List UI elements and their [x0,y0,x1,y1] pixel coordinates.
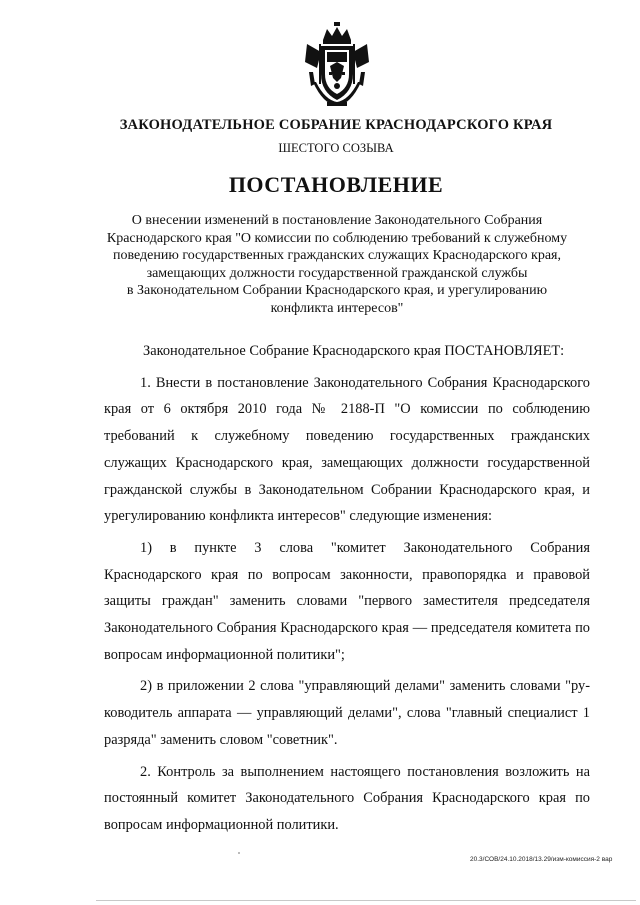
file-reference-code: 20.3/СОВ/24.10.2018/13.29/изм-комиссия-2 вар [470,856,613,863]
subject-line: в Законодательном Собрании Краснодарского края, и урегулированию [126,283,548,298]
paragraph-item-2: 2. Контроль за выполнением настоящего постановления возложить на постоянный комитет Законодательного Собрания Краснодарского края по вопросам информационной политики. [104,763,590,833]
resolution-body [104,338,590,839]
coat-of-arms-icon [303,22,371,108]
subject-line: поведению государственных гражданских служащих Краснодарского края, [112,248,561,263]
organization-title: ЗАКОНОДАТЕЛЬНОЕ СОБРАНИЕ КРАСНОДАРСКОГО КРАЯ [119,117,553,133]
subparagraph-1: 1) в пункте 3 слова "комитет Законодательного Собрания Краснодарского края по вопросам законности, правопорядка и правовой защиты граждан" заменить словами "первого заместителя председателя Законодательного Собрания Краснодарского края — председателя комитета по вопросам информационной политики"; [104,539,590,663]
page-edge-line [96,900,636,901]
subject-line: О внесении изменений в постановление Законодательного Собрания [131,213,543,228]
subject-line: замещающих должности государственной гражданской службы [146,265,528,281]
resolution-subject [100,212,574,317]
subject-line: конфликта интересов" [270,300,404,316]
document-type-heading: ПОСТАНОВЛЕНИЕ [228,172,444,197]
subparagraph-2: 2) в приложении 2 слова "управляющий делами" заменить словами "руководитель аппарата — управляющий делами", слова "главный специалист 1 разряда" заменить словом "советник". [104,678,590,748]
convocation-label: ШЕСТОГО СОЗЫВА [278,141,394,155]
subject-line: Краснодарского края "О комиссии по соблюдению требований к служебному [106,230,568,246]
preamble: Законодательное Собрание Краснодарского края ПОСТАНОВЛЯЕТ: [143,343,565,359]
scan-artifact [238,852,240,854]
paragraph-item-1: 1. Внести в постановление Законодательного Собрания Краснодарского края от 6 октября 2010 года № 2188-П "О комиссии по соблюдению требований к служебному поведению государственных гражданских служащих Краснодарского края, замещающих должности государственной гражданской службы в Законодательном Собрании Краснодарского края, и урегулированию конфликта интересов" следующие изменения: [104,374,590,525]
